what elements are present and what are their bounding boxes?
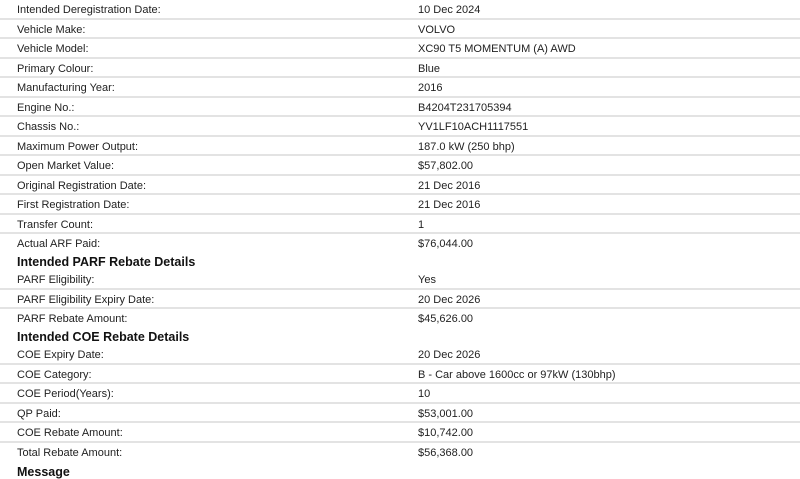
field-value: Yes [418,274,436,286]
field-value: $57,802.00 [418,160,474,172]
field-label: Open Market Value: [17,160,115,172]
field-label: QP Paid: [17,407,61,420]
field-label: PARF Rebate Amount: [17,313,128,325]
field-label: Manufacturing Year: [17,82,115,94]
field-row [0,365,800,385]
field-row [0,78,800,98]
field-value: YV1LF10ACH1117551 [418,121,529,133]
field-row [0,20,800,40]
field-value: 2016 [418,82,443,94]
field-value: B4204T231705394 [418,101,512,114]
field-value: $56,368.00 [418,446,474,459]
field-label: COE Expiry Date: [17,349,104,361]
field-value: $10,742.00 [418,427,474,439]
field-value: $53,001.00 [418,407,474,420]
field-label: COE Category: [17,368,92,381]
field-label: Primary Colour: [17,62,94,75]
field-label: Intended Deregistration Date: [17,4,161,16]
total-rebate-row [0,443,800,479]
coe-section-heading: Intended COE Rebate Details [17,330,190,344]
field-row [0,290,800,310]
field-value: Blue [418,62,441,75]
field-value: XC90 T5 MOMENTUM (A) AWD [418,43,576,55]
field-value: $76,044.00 [418,238,474,250]
field-label: Vehicle Model: [17,43,89,55]
field-label: Transfer Count: [17,218,94,231]
field-value: 10 Dec 2024 [418,4,481,16]
field-label: PARF Eligibility: [17,274,95,286]
field-row [0,384,800,404]
field-value: 20 Dec 2026 [418,293,481,306]
field-row [0,215,800,235]
field-label: Engine No.: [17,101,75,114]
field-value: VOLVO [418,23,456,36]
field-label: Actual ARF Paid: [17,238,101,250]
field-row [0,270,800,290]
field-label: Maximum Power Output: [17,140,139,153]
parf-section-heading: Intended PARF Rebate Details [17,255,196,269]
field-value: 21 Dec 2016 [418,199,481,211]
field-label: Total Rebate Amount: [17,446,123,459]
field-row [0,59,800,79]
field-label: Vehicle Make: [17,23,86,36]
field-value: 21 Dec 2016 [418,179,481,192]
field-label: First Registration Date: [17,199,130,211]
field-row [0,156,800,176]
field-row [0,0,800,20]
field-row [0,117,800,137]
parf-rebate-row [0,309,800,345]
field-label: COE Rebate Amount: [17,427,123,439]
field-value: 10 [418,388,431,400]
field-value: 187.0 kW (250 bhp) [418,140,515,153]
field-value: 1 [418,218,425,231]
field-row [0,176,800,196]
field-label: COE Period(Years): [17,388,114,400]
arf-row [0,234,800,270]
field-value: B - Car above 1600cc or 97kW (130bhp) [418,368,616,381]
field-row [0,195,800,215]
field-row [0,137,800,157]
field-row [0,98,800,118]
field-label: Original Registration Date: [17,179,147,192]
field-value: 20 Dec 2026 [418,349,481,361]
field-row [0,345,800,365]
field-label: Chassis No.: [17,121,80,133]
field-label: PARF Eligibility Expiry Date: [17,293,155,306]
field-value: $45,626.00 [418,313,474,325]
field-row [0,39,800,59]
field-row [0,423,800,443]
field-row [0,404,800,424]
message-section-heading: Message [17,464,70,479]
